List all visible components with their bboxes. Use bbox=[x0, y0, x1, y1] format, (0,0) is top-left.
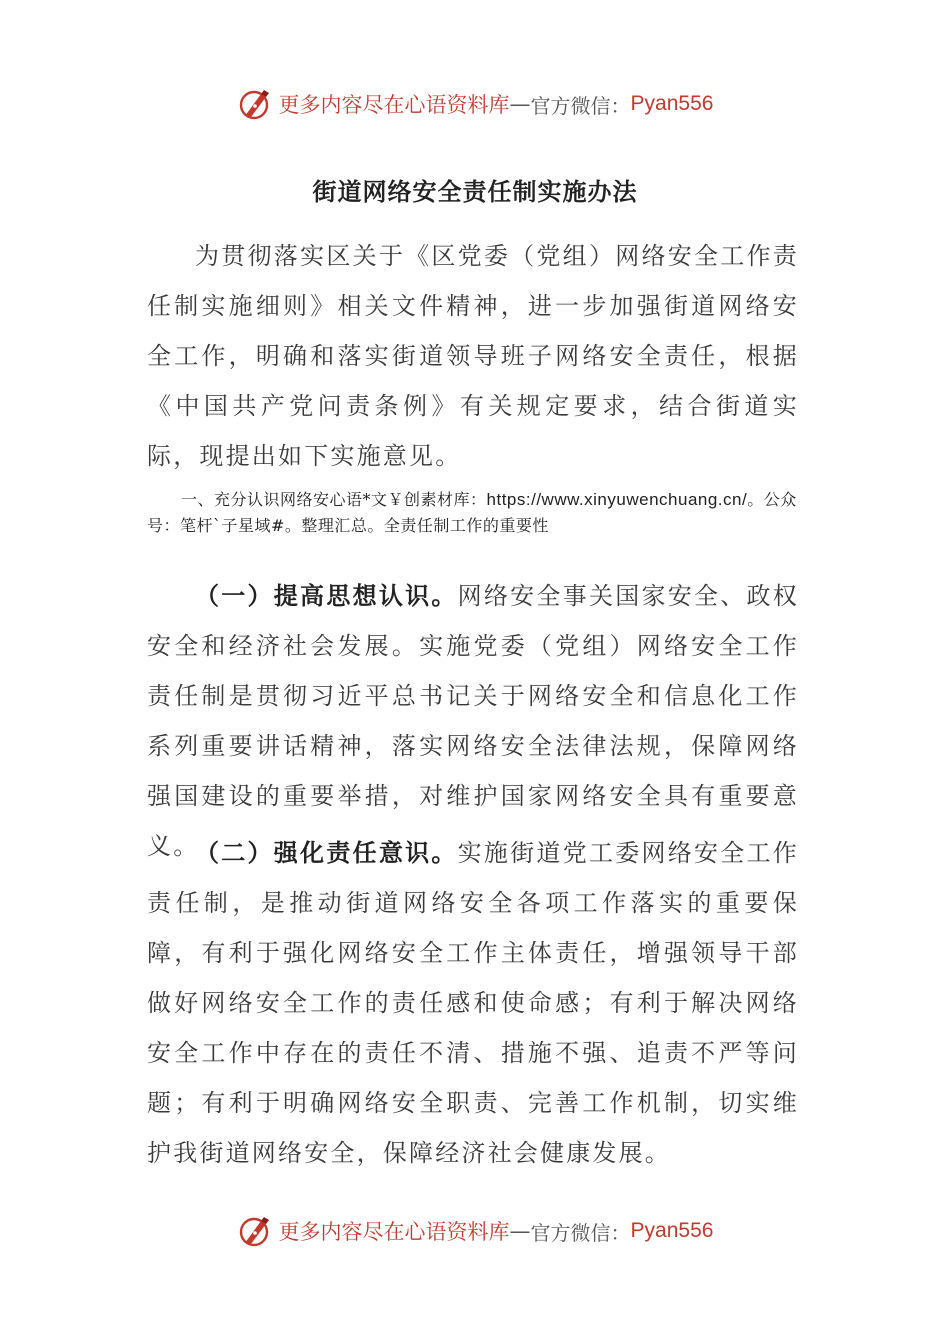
footer-wechat-id: Pyan556 bbox=[630, 1219, 714, 1242]
header-banner bbox=[0, 82, 950, 126]
section-heading bbox=[147, 487, 797, 539]
footer-wechat-label: 官方微信： bbox=[530, 1220, 631, 1245]
section-heading-part2: 。公众号：笔杆`子星域#。整理汇总。全责任制工作的重要性 bbox=[147, 490, 797, 535]
document-title: 街道网络安全责任制实施办法 bbox=[312, 177, 638, 206]
item-1-lead: （一）提高思想认识。 bbox=[195, 581, 458, 610]
pen-nib-logo-icon bbox=[237, 1213, 273, 1249]
footer-banner bbox=[0, 1209, 950, 1253]
item-2-lead: （二）强化责任意识。 bbox=[195, 838, 458, 867]
banner-slogan: 更多内容尽在心语资料库 bbox=[278, 93, 510, 117]
item-2-block bbox=[147, 828, 799, 1178]
section-heading-part1: 一、充分认识网络安心语*文￥创素材库： bbox=[181, 490, 487, 509]
item-1-body: 网络安全事关国家安全、政权安全和经济社会发展。实施党委（党组）网络安全工作责任制是贯彻习近平总书记关于网络安全和信息化工作系列重要讲话精神，落实网络安全法律法规，保障网络强国建设的重要举措，对维护国家网络安全具有重要意义。 bbox=[147, 582, 799, 860]
pen-nib-logo-icon bbox=[237, 86, 273, 122]
item-1-block bbox=[147, 571, 799, 871]
footer-slogan: 更多内容尽在心语资料库 bbox=[278, 1220, 510, 1244]
intro-block bbox=[147, 231, 799, 481]
item-2-paragraph bbox=[147, 828, 799, 1178]
banner-wechat-label: 官方微信： bbox=[530, 93, 631, 118]
section-heading-url: https://www.xinyuwenchuang.cn/ bbox=[486, 490, 748, 509]
item-2-body: 实施街道党工委网络安全工作责任制，是推动街道网络安全各项工作落实的重要保障，有利于强化网络安全工作主体责任，增强领导干部做好网络安全工作的责任感和使命感；有利于解决网络安全工作中存在的责任不清、措施不强、追责不严等问题；有利于明确网络安全职责、完善工作机制，切实维护我街道网络安全，保障经济社会健康发展。 bbox=[147, 839, 799, 1167]
banner-wechat-id: Pyan556 bbox=[630, 92, 714, 115]
item-1-paragraph bbox=[147, 571, 799, 871]
banner-separator: — bbox=[509, 92, 531, 116]
footer-separator: — bbox=[509, 1219, 531, 1243]
intro-paragraph: 为贯彻落实区关于《区党委（党组）网络安全工作责任制实施细则》相关文件精神，进一步加强街道网络安全工作，明确和落实街道领导班子网络安全责任，根据《中国共产党问责条例》有关规定要求，结合街道实际，现提出如下实施意见。 bbox=[147, 242, 799, 470]
